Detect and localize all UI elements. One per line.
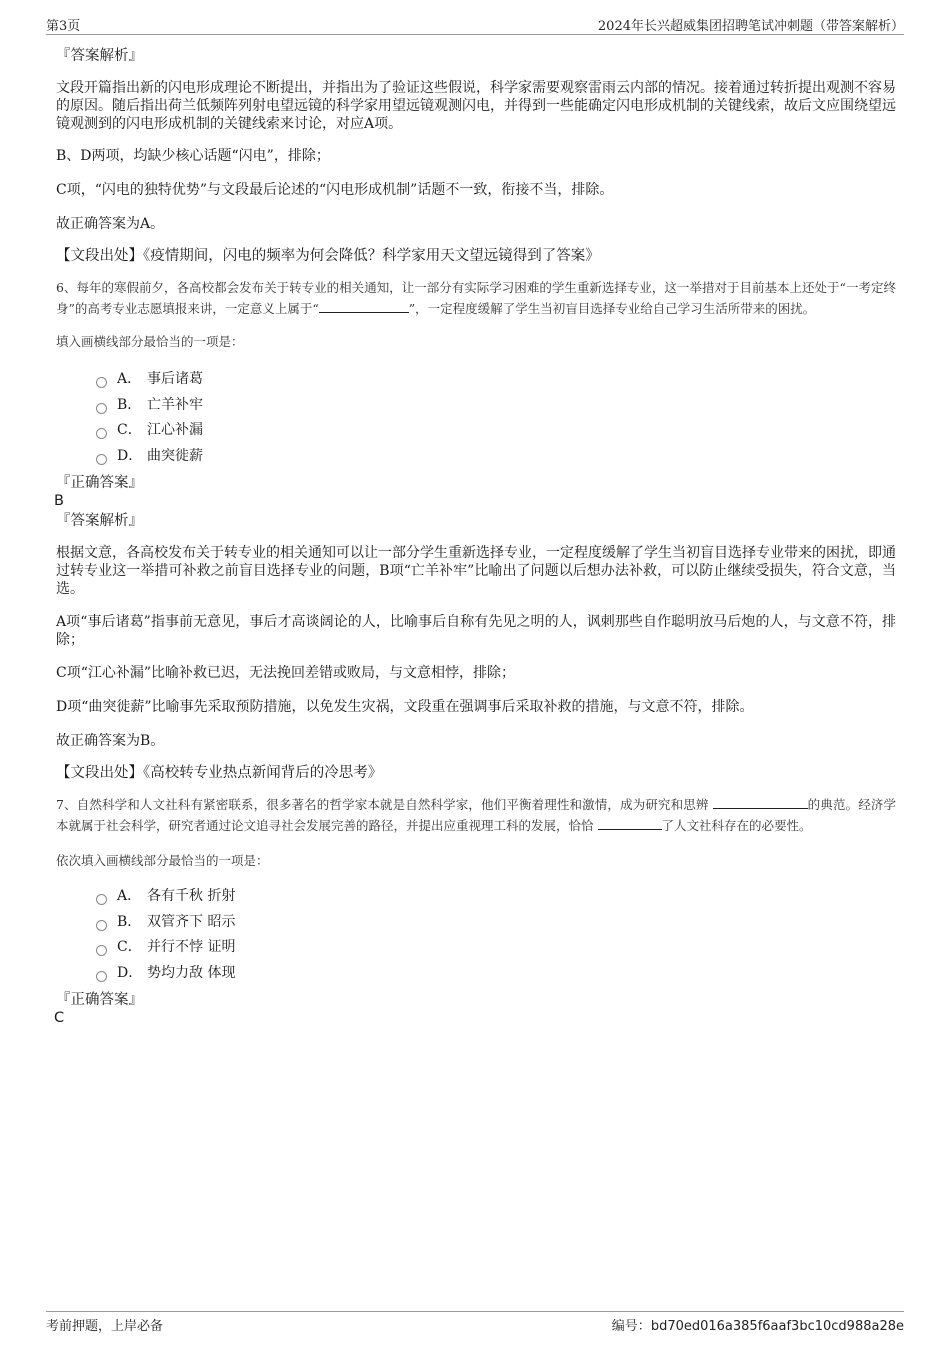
radio-icon[interactable]	[96, 454, 107, 465]
q6-analysis-p5: 故正确答案为B。	[56, 733, 165, 749]
q6-option-a[interactable]: A． 事后诸葛	[96, 367, 896, 393]
q7-answer: C	[54, 1010, 65, 1026]
q7-text-b: 的典范。经济学本就属于社会科学，研究者通过论文追寻社会发展完善的路径，并提出应重视理工科的发展，恰恰	[56, 797, 896, 833]
radio-icon[interactable]	[96, 920, 107, 931]
q6-answer: B	[54, 493, 64, 509]
radio-icon[interactable]	[96, 428, 107, 439]
q6-source: 【文段出处】《高校转专业热点新闻背后的冷思考》	[56, 765, 383, 781]
q6-question	[56, 277, 896, 319]
footer-code	[612, 1315, 904, 1334]
q6-text-b: ”，一定程度缓解了学生当初盲目选择专业给自己学习生活所带来的困扰。	[408, 301, 816, 316]
q6-options	[96, 367, 896, 469]
q7-answer-label: 『正确答案』	[56, 992, 143, 1008]
footer-code-label: 编号：	[611, 1319, 651, 1334]
radio-icon[interactable]	[96, 971, 107, 982]
q6-option-c[interactable]: C． 江心补漏	[96, 418, 896, 444]
q6-analysis-p1: 根据文意，各高校发布关于转专业的相关通知可以让一部分学生重新选择专业，一定程度缓解了学生当初盲目选择专业带来的困扰，即通过转专业这一举措可补救之前盲目选择专业的问题，B项“亡羊补牢”比喻出了问题以后想办法补救，可以防止继续受损失，符合文意，当选。	[56, 545, 896, 597]
footer-slogan: 考前押题，上岸必备	[46, 1319, 164, 1334]
q6-analysis-label: 『答案解析』	[56, 513, 143, 529]
q5-analysis-p3: C项，“闪电的独特优势”与文段最后论述的“闪电形成机制”话题不一致，衔接不当，排除。	[56, 182, 614, 198]
q6-prompt: 填入画横线部分最恰当的一项是：	[56, 334, 244, 349]
q6-blank	[319, 299, 409, 313]
radio-icon[interactable]	[96, 403, 107, 414]
q5-analysis-p2: B、D两项，均缺少核心话题“闪电”，排除；	[56, 148, 330, 164]
q5-analysis-p4: 故正确答案为A。	[56, 216, 165, 232]
q7-option-a[interactable]: A． 各有千秋 折射	[96, 884, 896, 910]
q7-option-b[interactable]: B． 双管齐下 昭示	[96, 910, 896, 936]
q5-analysis-p1: 文段开篇指出新的闪电形成理论不断提出，并指出为了验证这些假说，科学家需要观察雷雨云内部的情况。接着通过转折提出观测不容易的原因。随后指出荷兰低频阵列射电望远镜的科学家用望远镜观测闪电，并得到一些能确定闪电形成机制的关键线索，故后文应围绕望远镜观测到的闪电形成机制的关键线索来讨论，对应A项。	[56, 80, 896, 132]
q6-option-b[interactable]: B． 亡羊补牢	[96, 393, 896, 419]
q6-analysis-p4: D项“曲突徙薪”比喻事先采取预防措施，以免发生灾祸，文段重在强调事后采取补救的措施，与文意不符，排除。	[56, 699, 754, 715]
q7-options	[96, 884, 896, 986]
q7-blank-2	[598, 816, 662, 830]
page-number: 第3页	[46, 19, 81, 34]
q7-option-d[interactable]: D． 势均力敌 体现	[96, 961, 896, 987]
q6-analysis-p3: C项“江心补漏”比喻补救已迟，无法挽回差错或败局，与文意相悖，排除；	[56, 665, 516, 681]
q7-option-c[interactable]: C． 并行不悖 证明	[96, 935, 896, 961]
q6-analysis-p2: A项“事后诸葛”指事前无意见，事后才高谈阔论的人，比喻事后自称有先见之明的人，讽刺那些自作聪明放马后炮的人，与文意不符，排除；	[56, 614, 896, 648]
q7-text-a: 7、自然科学和人文社科有紧密联系，很多著名的哲学家本就是自然科学家，他们平衡着理性和激情，成为研究和思辨	[56, 797, 709, 812]
radio-icon[interactable]	[96, 894, 107, 905]
q7-question	[56, 794, 896, 836]
radio-icon[interactable]	[96, 377, 107, 388]
page-content	[56, 46, 896, 1026]
q5-source: 【文段出处】《疫情期间，闪电的频率为何会降低？科学家用天文望远镜得到了答案》	[56, 248, 600, 264]
footer-code-value: bd70ed016a385f6aaf3bc10cd988a28e	[650, 1319, 904, 1334]
q7-blank-1	[713, 795, 808, 809]
q6-option-d[interactable]: D． 曲突徙薪	[96, 444, 896, 470]
page-footer	[46, 1311, 904, 1334]
q7-prompt: 依次填入画横线部分最恰当的一项是：	[56, 853, 269, 868]
q6-answer-label: 『正确答案』	[56, 475, 143, 491]
q7-text-c: 了人文社科存在的必要性。	[661, 818, 812, 833]
document-title: 2024年长兴超威集团招聘笔试冲刺题（带答案解析）	[597, 19, 904, 34]
q5-analysis-label: 『答案解析』	[56, 48, 143, 64]
radio-icon[interactable]	[96, 945, 107, 956]
q6-text-a: 6、每年的寒假前夕，各高校都会发布关于转专业的相关通知，让一部分有实际学习困难的学生重新选择专业，这一举措对于目前基本上还处于“一考定终身”的高考专业志愿填报来讲，一定意义上属于“	[56, 280, 896, 316]
page-header	[46, 14, 904, 35]
